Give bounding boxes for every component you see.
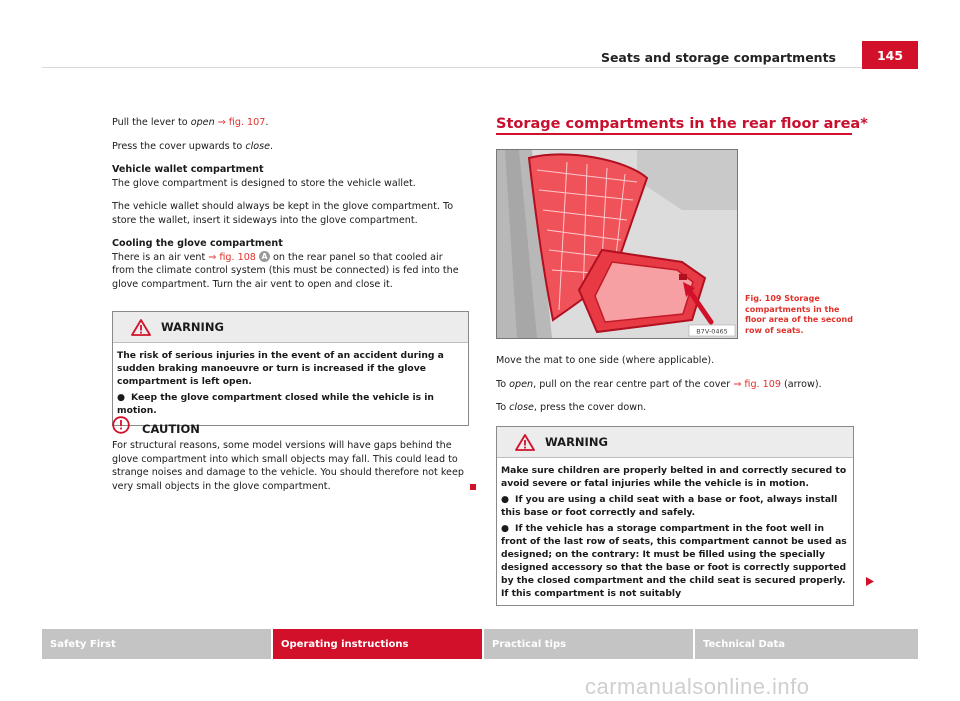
warning-bullet-item: ● If you are using a child seat with a base or foot, always install this base or foot correctly and safely.	[501, 494, 838, 518]
paragraph-open-cover: To open, pull on the rear centre part of the cover ⇒ fig. 109 (arrow).	[496, 378, 822, 390]
warning-body	[113, 343, 468, 425]
section-title-rule	[496, 133, 852, 135]
footer-tab-technical-data[interactable]: Technical Data	[695, 629, 918, 659]
figure-caption: Fig. 109 Storage compartments in the floor area of the second row of seats.	[745, 294, 853, 335]
paragraph-close: Press the cover upwards to close.	[112, 140, 274, 152]
page-number: 145	[862, 41, 918, 69]
header-divider-accent	[862, 67, 918, 69]
caution-exclamation-icon	[112, 416, 130, 434]
marker-a-icon: A	[259, 251, 270, 262]
section-title: Storage compartments in the rear floor area*	[496, 116, 868, 132]
warning-triangle-icon	[131, 319, 151, 336]
warning-bullet-item: ● If the vehicle has a storage compartment in the foot well in front of the last row of seats, this compartment cannot be used as designed; on the contrary: It must be filled using the specially designed accessory so that the base or foot is correctly supported by the closed compartment and the child seat is secured properly. If this compartment is not suitably	[501, 523, 847, 599]
warning-title: WARNING	[161, 320, 224, 334]
footer-tab-safety-first[interactable]: Safety First	[42, 629, 271, 659]
footer-tab-operating-instructions[interactable]: Operating instructions	[273, 629, 482, 659]
paragraph-wallet-1: The glove compartment is designed to store the vehicle wallet.	[112, 177, 416, 189]
warning-header	[113, 312, 468, 343]
warning-body	[497, 458, 853, 605]
right-body	[496, 354, 852, 425]
footer-tab-practical-tips[interactable]: Practical tips	[484, 629, 693, 659]
caution-text: For structural reasons, some model versions will have gaps behind the glove compartment into which small objects may fall. This could lead to strange noises and damage to the vehicle. You should therefore not keep very small objects in the glove compartment.	[112, 440, 464, 492]
warning-title: WARNING	[545, 435, 608, 449]
figure-109	[496, 149, 738, 339]
warning-text: Make sure children are properly belted in and correctly secured to avoid severe or fatal injuries while the vehicle is in motion.	[501, 465, 847, 489]
paragraph-close-cover: To close, press the cover down.	[496, 402, 647, 413]
watermark: carmanualsonline.info	[585, 674, 810, 699]
bullet-icon: ●	[501, 494, 510, 505]
continue-arrow-icon	[866, 577, 874, 586]
paragraph-move-mat: Move the mat to one side (where applicable).	[496, 355, 715, 366]
figure-code: B7V-0465	[696, 327, 728, 336]
heading-wallet: Vehicle wallet compartment	[112, 164, 264, 175]
heading-cooling: Cooling the glove compartment	[112, 238, 283, 249]
left-column	[112, 116, 467, 301]
warning-box-right	[496, 426, 854, 606]
caution-block	[112, 415, 467, 493]
storage-compartment-illustration	[497, 150, 737, 338]
warning-box-left	[112, 311, 469, 426]
warning-header	[497, 427, 853, 458]
warning-bullet-item: ● Keep the glove compartment closed while the vehicle is in motion.	[117, 392, 434, 416]
header-divider	[42, 67, 918, 68]
paragraph-open: Pull the lever to open ⇒ fig. 107.	[112, 117, 269, 128]
fig-107-link[interactable]: ⇒ fig. 107	[217, 117, 266, 128]
paragraph-cooling: There is an air vent ⇒ fig. 108 A on the rear panel so that cooled air from the climate control system (this must be connected) is fed into the glove compartment. Turn the air vent to open and close it.	[112, 251, 459, 290]
section-end-marker	[470, 484, 476, 490]
bullet-icon: ●	[501, 523, 510, 534]
page-header-title: Seats and storage compartments	[600, 50, 836, 65]
warning-triangle-icon	[515, 434, 535, 451]
fig-108-link[interactable]: ⇒ fig. 108	[208, 251, 256, 263]
fig-109-link[interactable]: ⇒ fig. 109	[733, 378, 781, 390]
bullet-icon: ●	[117, 392, 126, 403]
caution-title: CAUTION	[142, 422, 200, 436]
caution-header	[112, 415, 467, 435]
warning-text: The risk of serious injuries in the event of an accident during a sudden braking manoeuvre or turn is increased if the glove compartment is left open.	[117, 350, 444, 387]
paragraph-wallet-2: The vehicle wallet should always be kept in the glove compartment. To store the wallet, insert it sideways into the glove compartment.	[112, 201, 454, 226]
